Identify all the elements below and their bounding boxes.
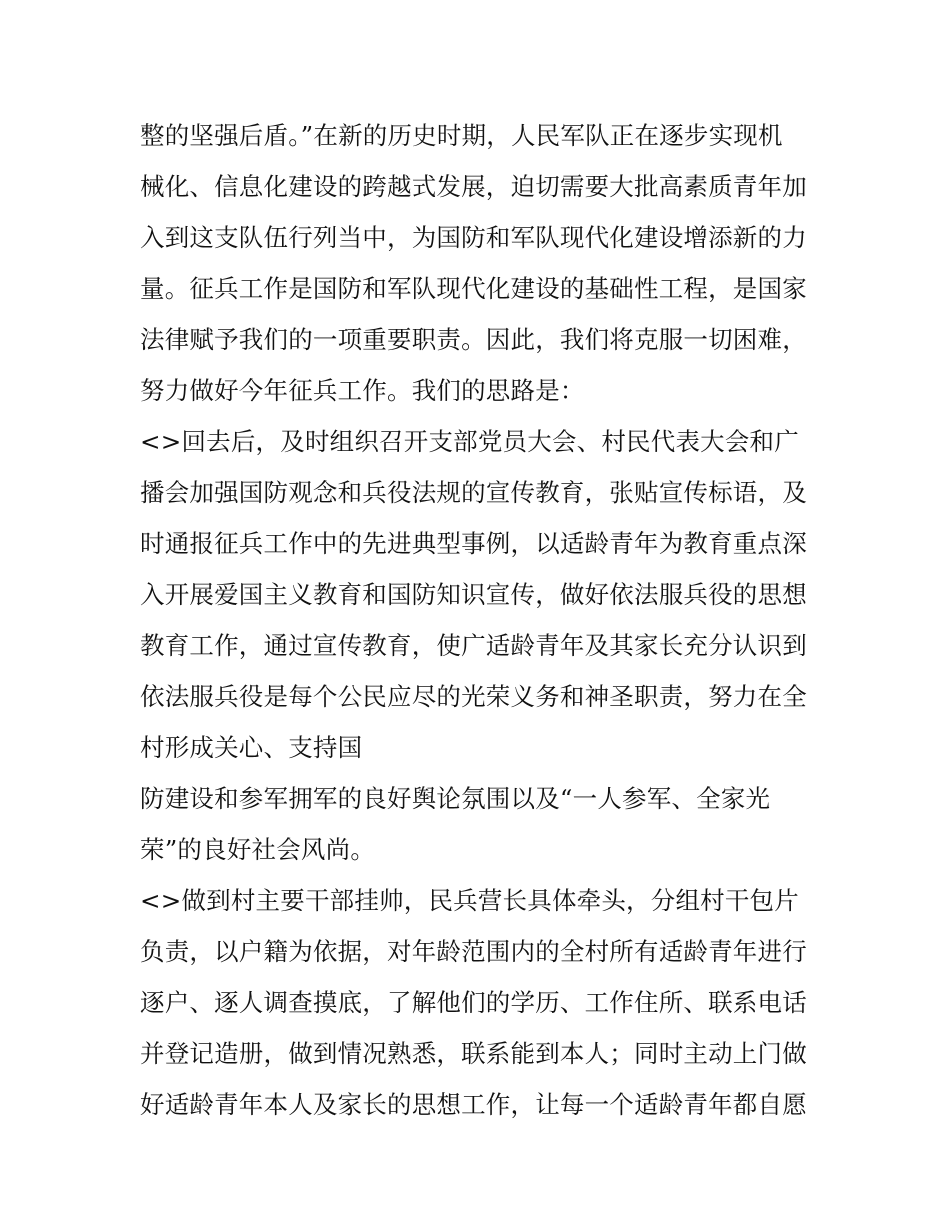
text-line: 努力做好今年征兵工作。我们的思路是：	[140, 376, 585, 405]
text-line: <>做到村主要干部挂帅，民兵营长具体牵头，分组村干包片	[140, 886, 799, 915]
text-line: 械化、信息化建设的跨越式发展，迫切需要大批高素质青年加	[140, 172, 807, 201]
body-text	[140, 110, 820, 1130]
text-line: <>回去后，及时组织召开支部党员大会、村民代表大会和广	[140, 427, 799, 456]
text-line: 教育工作，通过宣传教育，使广适龄青年及其家长充分认识到	[140, 631, 807, 660]
text-line: 村形成关心、支持国	[140, 733, 363, 762]
text-line: 时通报征兵工作中的先进典型事例，以适龄青年为教育重点深	[140, 529, 807, 558]
text-line: 荣”的良好社会风尚。	[140, 835, 376, 864]
text-line: 依法服兵役是每个公民应尽的光荣义务和神圣职责，努力在全	[140, 682, 807, 711]
text-line: 入开展爱国主义教育和国防知识宣传，做好依法服兵役的思想	[140, 580, 807, 609]
text-line: 并登记造册，做到情况熟悉，联系能到本人；同时主动上门做	[140, 1039, 807, 1068]
text-line: 整的坚强后盾。”在新的历史时期，人民军队正在逐步实现机	[140, 121, 783, 150]
text-line: 入到这支队伍行列当中，为国防和军队现代化建设增添新的力	[140, 223, 807, 252]
text-line: 好适龄青年本人及家长的思想工作，让每一个适龄青年都自愿	[140, 1090, 807, 1119]
text-line: 播会加强国防观念和兵役法规的宣传教育，张贴宣传标语，及	[140, 478, 807, 507]
text-line: 量。征兵工作是国防和军队现代化建设的基础性工程，是国家	[140, 274, 807, 303]
text-line: 防建设和参军拥军的良好舆论氛围以及“一人参军、全家光	[140, 784, 771, 813]
text-line: 法律赋予我们的一项重要职责。因此，我们将克服一切困难，	[140, 325, 807, 354]
text-line: 逐户、逐人调查摸底，了解他们的学历、工作住所、联系电话	[140, 988, 807, 1017]
text-line: 负责，以户籍为依据，对年龄范围内的全村所有适龄青年进行	[140, 937, 807, 966]
